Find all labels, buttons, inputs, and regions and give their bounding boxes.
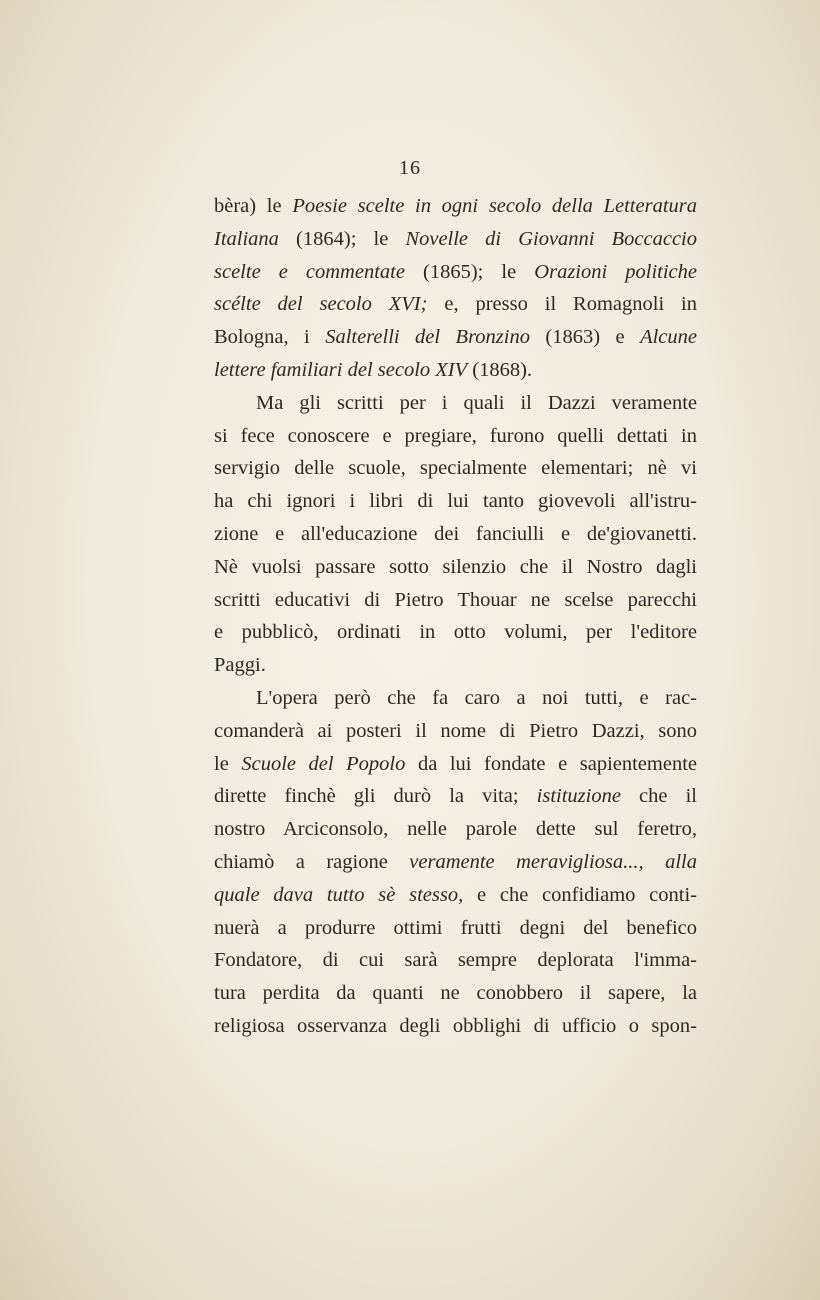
text-span: Salterelli del Bronzino — [325, 326, 530, 349]
text-line — [214, 387, 697, 420]
text-line — [214, 977, 697, 1010]
text-span: scritti educativi di Pietro Thouar ne scelse parecchi — [214, 588, 697, 611]
text-line — [214, 190, 697, 223]
text-span: quale dava tutto sè stesso, — [214, 883, 464, 906]
text-line — [214, 584, 697, 617]
text-line — [214, 223, 697, 256]
text-line — [214, 846, 697, 879]
text-span: zione e all'educazione dei fanciulli e de'giovanetti. — [214, 522, 697, 545]
text-line — [214, 944, 697, 977]
text-span: bèra) le — [214, 195, 293, 217]
text-line — [214, 551, 697, 584]
text-span: Scuole del Popolo — [241, 752, 406, 775]
text-span: da lui fondate e sapientemente — [405, 752, 697, 775]
page-number: 16 — [399, 157, 421, 179]
text-line — [214, 420, 697, 453]
text-span: veramente meravigliosa..., alla — [409, 850, 697, 873]
text-span: comanderà ai posteri il nome di Pietro Dazzi, sono — [214, 719, 697, 742]
text-line — [214, 748, 697, 781]
text-span: nostro Arciconsolo, nelle parole dette sul feretro, — [214, 818, 697, 841]
text-span: scélte del secolo XVI; — [214, 293, 428, 316]
text-line — [214, 715, 697, 748]
text-span: chiamò a ragione — [214, 850, 410, 873]
text-line — [214, 321, 697, 354]
text-line — [214, 1010, 697, 1043]
text-line — [214, 452, 697, 485]
text-span: lettere familiari del secolo XIV — [214, 358, 468, 381]
text-span: nuerà a produrre ottimi frutti degni del benefico — [214, 916, 697, 939]
text-line — [214, 780, 697, 813]
text-span: e pubblicò, ordinati in otto volumi, per l'editore — [214, 621, 697, 644]
text-line — [214, 256, 697, 289]
text-span: Orazioni politiche — [534, 260, 697, 283]
text-line — [214, 912, 697, 945]
body-text — [214, 190, 697, 1043]
text-line — [214, 649, 697, 682]
text-line — [214, 879, 697, 912]
text-span: Novelle di Giovanni Boccaccio — [405, 227, 697, 250]
text-line — [214, 518, 697, 551]
text-span: istituzione — [536, 785, 621, 808]
text-span: scelte e commentate — [214, 260, 405, 283]
text-span: (1865); le — [404, 260, 535, 283]
text-line — [214, 616, 697, 649]
text-span: Alcune — [640, 326, 697, 349]
text-span: servigio delle scuole, specialmente elementari; nè vi — [214, 457, 697, 480]
text-span: e che confidiamo conti- — [463, 883, 697, 906]
text-line — [214, 485, 697, 518]
text-span: Poesie scelte in ogni secolo della Letteratura — [292, 195, 697, 217]
text-span: tura perdita da quanti ne conobbero il sapere, la — [214, 982, 697, 1005]
text-span: e, presso il Romagnoli in — [427, 293, 697, 316]
text-span: le — [214, 752, 242, 775]
text-span: religiosa osservanza degli obblighi di ufficio o spon- — [214, 1014, 697, 1037]
text-span: dirette finchè gli durò la vita; — [214, 785, 537, 808]
text-line — [214, 288, 697, 321]
text-span: (1864); le — [278, 227, 406, 250]
text-span: Nè vuolsi passare sotto silenzio che il Nostro dagli — [214, 555, 697, 578]
text-span: si fece conoscere e pregiare, furono quelli dettati in — [214, 424, 697, 447]
text-span: Fondatore, di cui sarà sempre deplorata l'imma- — [214, 949, 697, 972]
text-span: ha chi ignori i libri di lui tanto giovevoli all'istru- — [214, 490, 697, 513]
text-span: Bologna, i — [214, 326, 326, 349]
text-line — [214, 354, 697, 387]
text-span: Italiana — [214, 227, 279, 250]
text-line — [214, 682, 697, 715]
text-line — [214, 813, 697, 846]
text-span: Paggi. — [214, 654, 266, 677]
text-span: che il — [620, 785, 697, 808]
text-span: Ma gli scritti per i quali il Dazzi veramente — [256, 391, 697, 414]
text-span: L'opera però che fa caro a noi tutti, e rac- — [256, 686, 697, 709]
text-span: (1863) e — [529, 326, 641, 349]
text-span: (1868). — [467, 358, 533, 381]
